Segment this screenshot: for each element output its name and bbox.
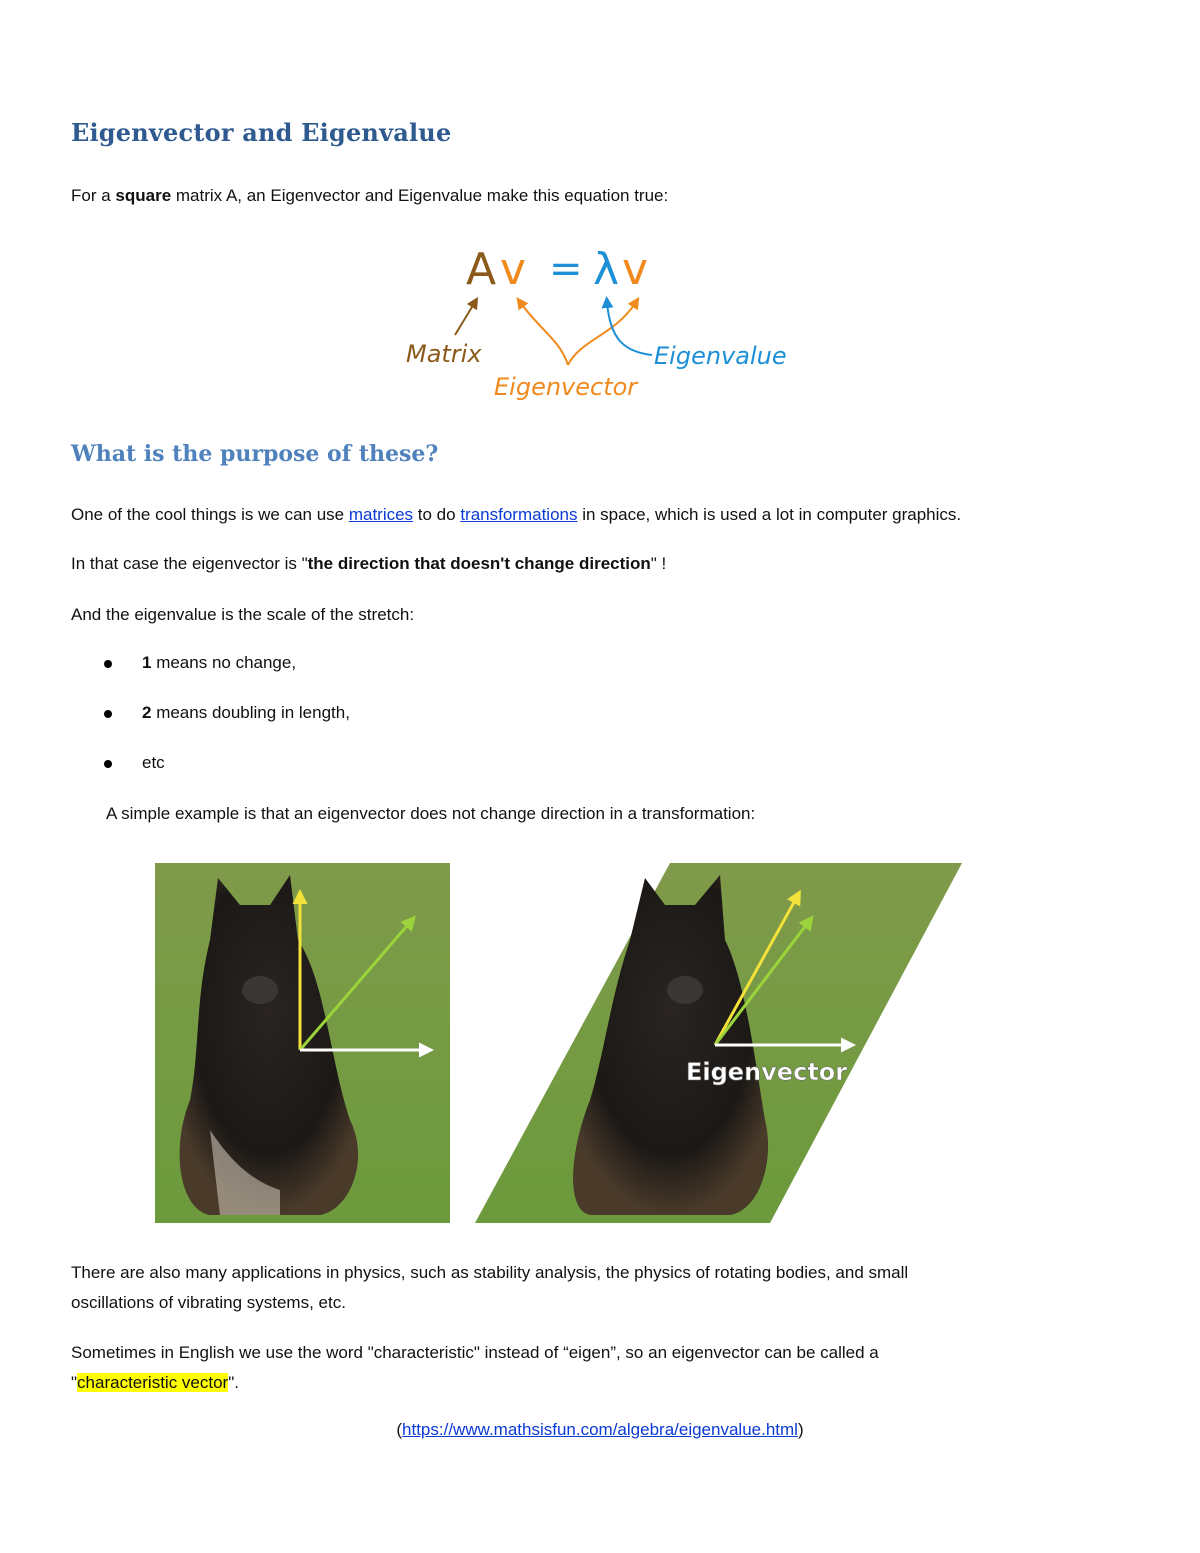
bullet-2-bold: 2 xyxy=(142,703,152,722)
arrow-eigenvector-right xyxy=(568,302,636,365)
dog-eigenvector-label: Eigenvector xyxy=(686,1058,848,1086)
paragraph-direction xyxy=(71,549,666,578)
intro-bold-square: square xyxy=(115,186,172,205)
highlight-characteristic-vector: characteristic vector xyxy=(77,1373,229,1392)
dog-transformation-figure xyxy=(150,860,970,1228)
dog-original-image xyxy=(155,863,450,1223)
equation-figure xyxy=(400,240,810,410)
label-matrix: Matrix xyxy=(406,340,482,368)
equation-equals: = xyxy=(549,246,583,292)
source-citation xyxy=(0,1420,1200,1440)
link-matrices[interactable]: matrices xyxy=(348,505,414,524)
bullet-2-text: means doubling in length, xyxy=(151,703,350,722)
bullet-dot-2 xyxy=(104,710,112,718)
source-paren-close: ) xyxy=(797,1420,804,1439)
source-paren-open: ( xyxy=(396,1420,403,1439)
paragraph-scale: And the eigenvalue is the scale of the stretch: xyxy=(71,605,415,624)
dog-sheared-image xyxy=(475,863,962,1223)
label-eigenvalue: Eigenvalue xyxy=(654,342,787,370)
quote-open: " xyxy=(71,1373,78,1392)
bullet-1-bold: 1 xyxy=(142,653,152,672)
intro-text-post: matrix A, an Eigenvector and Eigenvalue make this equation true: xyxy=(171,186,669,205)
paragraph-simple-example: A simple example is that an eigenvector does not change direction in a transformation: xyxy=(106,804,756,823)
bullet-item-2 xyxy=(142,703,350,723)
intro-text-pre: For a xyxy=(71,186,116,205)
quote-close: ". xyxy=(228,1373,239,1392)
paragraph-characteristic-line2 xyxy=(71,1368,239,1397)
link-transformations[interactable]: transformations xyxy=(460,505,578,524)
paragraph-characteristic-line1: Sometimes in English we use the word "characteristic" instead of “eigen”, so an eigenvector can be called a xyxy=(71,1343,879,1362)
arrow-eigenvector-left xyxy=(520,302,568,365)
label-eigenvector: Eigenvector xyxy=(494,373,638,401)
para1-text-2: to do xyxy=(413,505,461,524)
bullet-dot-3 xyxy=(104,760,112,768)
equation-matrix-A: A xyxy=(466,244,497,295)
heading-eigenvector-eigenvalue: Eigenvector and Eigenvalue xyxy=(71,118,452,147)
arrow-matrix xyxy=(455,302,475,335)
equation-vector-v-right: v xyxy=(622,244,649,295)
para2-text-pre: In that case the eigenvector is " xyxy=(71,554,308,573)
para2-bold: the direction that doesn't change direction xyxy=(307,554,651,573)
equation-lambda: λ xyxy=(593,244,620,295)
paragraph-transformations xyxy=(71,500,961,529)
heading-purpose: What is the purpose of these? xyxy=(71,441,439,467)
para1-text-1: One of the cool things is we can use xyxy=(71,505,349,524)
bullet-item-1 xyxy=(142,653,296,673)
paragraph-physics-line2: oscillations of vibrating systems, etc. xyxy=(71,1293,346,1312)
para1-text-3: in space, which is used a lot in computer graphics. xyxy=(577,505,962,524)
bullet-dot-1 xyxy=(104,660,112,668)
para2-text-post: " ! xyxy=(650,554,667,573)
bullet-3-text: etc xyxy=(142,753,165,772)
equation-vector-v-left: v xyxy=(500,244,527,295)
link-source-url[interactable]: https://www.mathsisfun.com/algebra/eigenvalue.html xyxy=(402,1420,798,1439)
bullet-item-3 xyxy=(142,753,165,773)
intro-paragraph xyxy=(71,181,668,210)
bullet-1-text: means no change, xyxy=(151,653,297,672)
paragraph-physics-line1: There are also many applications in physics, such as stability analysis, the physics of rotating bodies, and small xyxy=(71,1263,909,1282)
